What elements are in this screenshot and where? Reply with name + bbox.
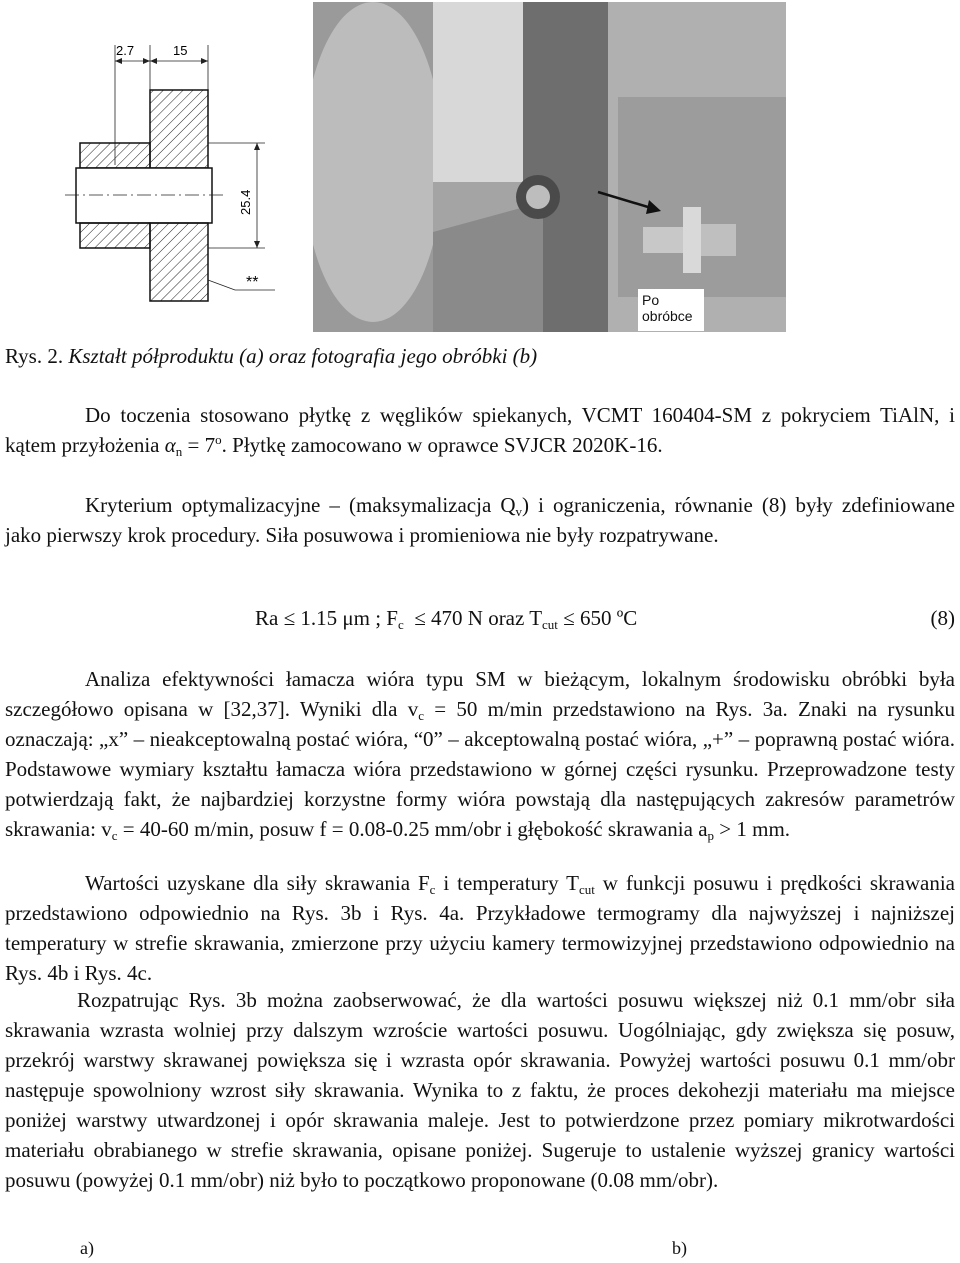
paragraph-5 bbox=[5, 985, 955, 1195]
technical-drawing-figure-a bbox=[50, 25, 300, 325]
roughness-mark: ** bbox=[246, 274, 259, 291]
p5-text: Rozpatrując Rys. 3b można zaobserwować, że dla wartości posuwu większej niż 0.1 mm/obr siła skrawania wzrasta wolniej przy dalszym wzroście wartości posuwu. Uogólniając, gdy zwiększa się posuw, przekrój warstwy skrawanej powiększa się i wzrasta opór skrawania. Powyżej wartości posuwu 0.1 mm/obr następuje spowolniony wzrost siły skrawania. Wynika to z faktu, że proces dekohezji materiału ma miejsce poniżej warstwy utwardzonej i opór skrawania maleje. Jest to potwierdzone przez pomiary mikrotwardości materiału obrabianego w strefie skrawania, opisane poniżej. Sugeruje to ustalenie wyższej granicy wartości posuwu (powyżej 0.1 mm/obr) niż było to początkowo proponowane (0.08 mm/obr). bbox=[5, 988, 955, 1192]
paragraph-4 bbox=[5, 868, 955, 988]
figure-label-b: b) bbox=[672, 1238, 687, 1258]
p3-text-a: Analiza efektywności łamacza wióra typu SM w bieżącym, lokalnym środowisku obróbki była szczegółowo opisana w [32,37]. Wyniki dla v bbox=[5, 667, 955, 721]
p3-text-c: = 40-60 m/min, posuw f = 0.08-0.25 mm/obr i głębokość skrawania a bbox=[117, 817, 708, 841]
photo-label bbox=[642, 292, 693, 324]
p4-sub-c: c bbox=[429, 882, 436, 897]
p3-text-d: > 1 mm. bbox=[714, 817, 791, 841]
equation-number: (8) bbox=[930, 606, 955, 630]
dim-label-25-4: 25.4 bbox=[238, 189, 253, 215]
p3-text-b: = 50 m/min przedstawiono na Rys. 3a. Znaki na rysunku oznaczają: „x” – nieakceptowalną postać wióra, “0” – akceptowalną postać wióra, „+” – poprawną postać wióra. Podstawowe wymiary kształtu łamacza wióra przedstawiono w górnej części rysunku. Przeprowadzone testy potwierdzają fakt, że najbardziej korzystne formy wióra powstają dla następujących zakresów parametrów skrawania: v bbox=[5, 697, 956, 841]
p3-sub-c1: c bbox=[418, 708, 424, 723]
dim-label-2-7: 2.7 bbox=[116, 43, 135, 58]
p4-text-a: Wartości uzyskane dla siły skrawania F bbox=[85, 871, 430, 895]
paragraph-1 bbox=[5, 400, 955, 460]
p4-sub-cut: cut bbox=[578, 882, 595, 897]
figure-caption bbox=[5, 344, 537, 369]
p4-text-b: i temperatury T bbox=[435, 871, 579, 895]
eq-sub-c: c bbox=[397, 617, 404, 632]
p1-text-a: Do toczenia stosowano płytkę z węglików spiekanych, VCMT 160404-SM z pokryciem TiAlN, i kątem przyłożenia bbox=[5, 403, 955, 457]
paragraph-3 bbox=[5, 664, 955, 844]
p2-text-b: ) i ograniczenia, równanie (8) były zdefiniowane jako pierwszy krok procedury. Siła posuwowa i promieniowa nie były rozpatrywane. bbox=[5, 493, 955, 547]
figure-label-a: a) bbox=[80, 1238, 94, 1258]
p3-sub-p: p bbox=[707, 828, 715, 843]
eq-text-a: Ra ≤ 1.15 μm ; F bbox=[255, 606, 398, 630]
machining-photo-figure-b bbox=[313, 2, 786, 332]
p1-alpha: α bbox=[164, 433, 176, 457]
eq-text-b: ≤ 470 N oraz T bbox=[403, 606, 543, 630]
dim-label-15: 15 bbox=[173, 43, 188, 58]
p1-sup-o: o bbox=[215, 432, 222, 447]
caption-text: Kształt półproduktu (a) oraz fotografia jego obróbki (b) bbox=[68, 344, 538, 368]
p1-sub-n: n bbox=[175, 444, 183, 459]
p2-sub-v: v bbox=[515, 504, 523, 519]
eq-text-c: ≤ 650 ºC bbox=[557, 606, 638, 630]
p2-text-a: Kryterium optymalizacyjne – (maksymalizacja Q bbox=[85, 493, 516, 517]
caption-prefix: Rys. 2. bbox=[5, 344, 64, 368]
p3-sub-c2: c bbox=[111, 828, 118, 843]
p4-text-c: w funkcji posuwu i prędkości skrawania przedstawiono odpowiednio na Rys. 3b i Rys. 4a. Przykładowe termogramy dla najwyższej i najniższej temperatury w strefie skrawania, zmierzone przy użyciu kamery termowizyjnej przedstawiono odpowiednio na Rys. 4b i Rys. 4c. bbox=[5, 871, 955, 985]
equation-8 bbox=[255, 606, 637, 631]
p1-eq: = 7 bbox=[182, 433, 216, 457]
p1-text-b: . Płytkę zamocowano w oprawce SVJCR 2020K-16. bbox=[221, 433, 663, 457]
photo-label-line1: Po bbox=[642, 292, 660, 308]
photo-illustration bbox=[313, 2, 786, 332]
photo-label-line2: obróbce bbox=[642, 308, 693, 324]
paragraph-2 bbox=[5, 490, 955, 550]
eq-sub-cut: cut bbox=[542, 617, 558, 632]
